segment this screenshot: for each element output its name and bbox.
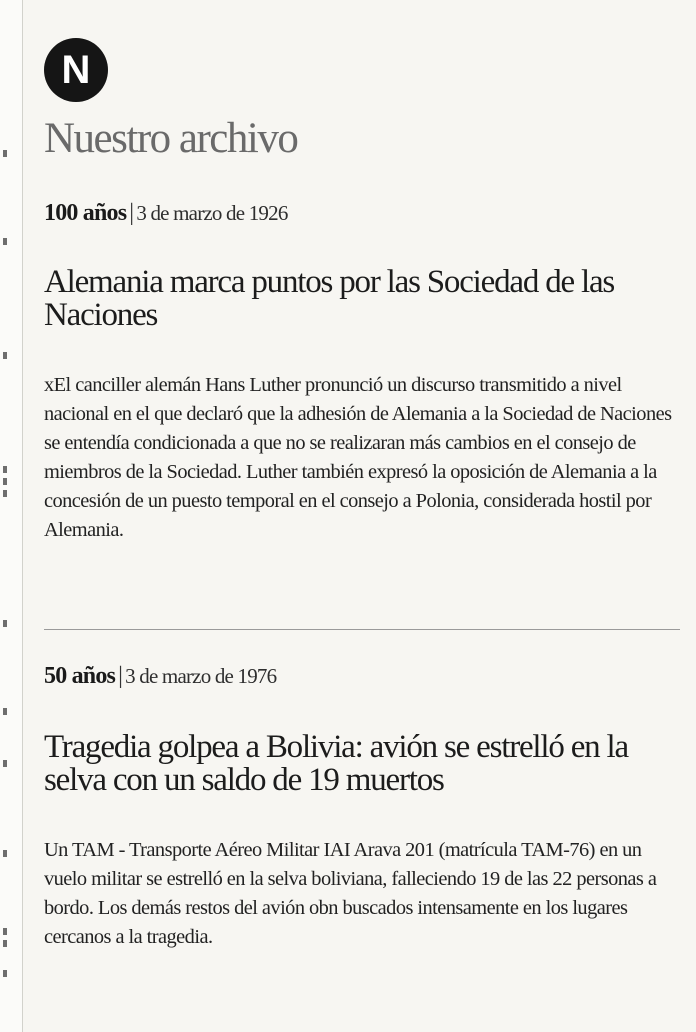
article-2-years: 50 años [44, 663, 116, 689]
article-2-kicker [44, 661, 276, 691]
article-2-headline: Tragedia golpea a Bolivia: avión se estrelló en la selva con un saldo de 19 muertos [44, 729, 628, 798]
article-2-date: 3 de marzo de 1976 [125, 664, 277, 688]
article-2-body: Un TAM - Transporte Aéreo Militar IAI Arava 201 (matrícula TAM-76) en un vuelo militar se estrelló en la selva boliviana, falleciendo 19 de las 22 personas a bordo. Los demás restos del avión obn buscados intensamente en los lugares cercanos a la tragedia. [44, 839, 657, 948]
article-1-headline: Alemania marca puntos por las Sociedad de las Naciones [44, 264, 615, 333]
article-1-body: xEl canciller alemán Hans Luther pronunció un discurso transmitido a nivel nacional en el que declaró que la adhesión de Alemania a la Sociedad de Naciones se entendía condicionada a que no se realizaran más cambios en el consejo de miembros de la Sociedad. Luther también expresó la oposición de Alemania a la concesión de un puesto temporal en el consejo a Polonia, considerada hostil por Alemania. [44, 374, 672, 541]
article-1-kicker [44, 198, 288, 228]
section-title: Nuestro archivo [44, 115, 298, 162]
article-1-years: 100 años [44, 200, 127, 226]
article-1-date: 3 de marzo de 1926 [136, 201, 288, 225]
article-2-separator: | [118, 663, 123, 689]
newspaper-logo-icon: N [44, 38, 108, 102]
article-1-separator: | [129, 200, 134, 226]
page-gutter [0, 0, 23, 1032]
article-divider [44, 629, 680, 630]
